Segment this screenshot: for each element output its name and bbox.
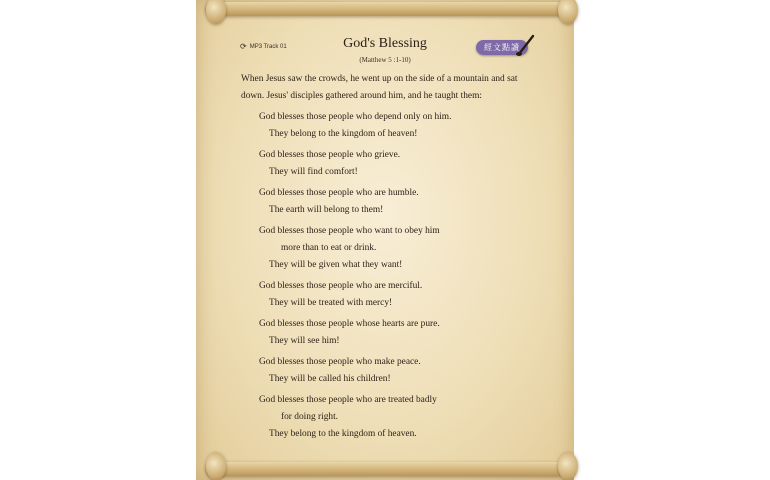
stanza-line: They belong to the kingdom of heaven.: [269, 429, 417, 439]
stanza-line: God blesses those people who are humble.: [259, 188, 419, 198]
brush-icon: [514, 32, 536, 58]
stanza-line: God blesses those people who depend only on him.: [259, 112, 452, 122]
scroll-curl-top-right: [558, 0, 578, 24]
stanza-line: They belong to the kingdom of heaven!: [269, 129, 418, 139]
stanza-line: God blesses those people who make peace.: [259, 357, 421, 367]
beatitudes-list: [241, 109, 541, 443]
stanza-line: They will be called his children!: [269, 374, 391, 384]
beatitude-stanza: [259, 147, 541, 181]
scroll-bottom-roll: [206, 462, 564, 476]
scroll-curl-bottom-right: [558, 452, 578, 480]
beatitude-stanza: [259, 185, 541, 219]
beatitude-stanza: [259, 109, 541, 143]
stanza-line: for doing right.: [281, 412, 339, 422]
intro-line: When Jesus saw the crowds, he went up on the side of a mountain and sat: [241, 74, 518, 84]
stanza-line: God blesses those people who grieve.: [259, 150, 401, 160]
stanza-line: God blesses those people who are merciful.: [259, 281, 423, 291]
scroll-top-roll: [206, 2, 564, 16]
stanza-line: God blesses those people whose hearts are pure.: [259, 319, 440, 329]
stanza-line: God blesses those people who want to obey him: [259, 226, 440, 236]
scroll-curl-bottom-left: [206, 452, 226, 480]
beatitude-stanza: [259, 354, 541, 388]
page-title: God's Blessing: [343, 36, 427, 51]
audio-icon: ⟳: [240, 42, 247, 51]
beatitude-stanza: [259, 278, 541, 312]
intro-paragraph: [241, 71, 541, 105]
beatitude-stanza: [259, 316, 541, 350]
mp3-track-button[interactable]: [240, 43, 287, 51]
track-label: MP3 Track 01: [249, 44, 287, 50]
stanza-line: The earth will belong to them!: [269, 205, 384, 215]
stanza-line: They will be treated with mercy!: [269, 298, 393, 308]
scripture-read-button[interactable]: 經文點讀: [476, 40, 528, 55]
beatitude-stanza: [259, 223, 541, 274]
stanza-line: more than to eat or drink.: [281, 243, 377, 253]
stanza-line: God blesses those people who are treated badly: [259, 395, 437, 405]
scripture-reference: (Matthew 5 :1-10): [359, 56, 411, 64]
stanza-line: They will see him!: [269, 336, 340, 346]
beatitude-stanza: [259, 392, 541, 443]
intro-line: down. Jesus' disciples gathered around him, and he taught them:: [241, 91, 482, 101]
stanza-line: They will be given what they want!: [269, 260, 403, 270]
passage-body: [241, 71, 541, 447]
stanza-line: They will find comfort!: [269, 167, 358, 177]
